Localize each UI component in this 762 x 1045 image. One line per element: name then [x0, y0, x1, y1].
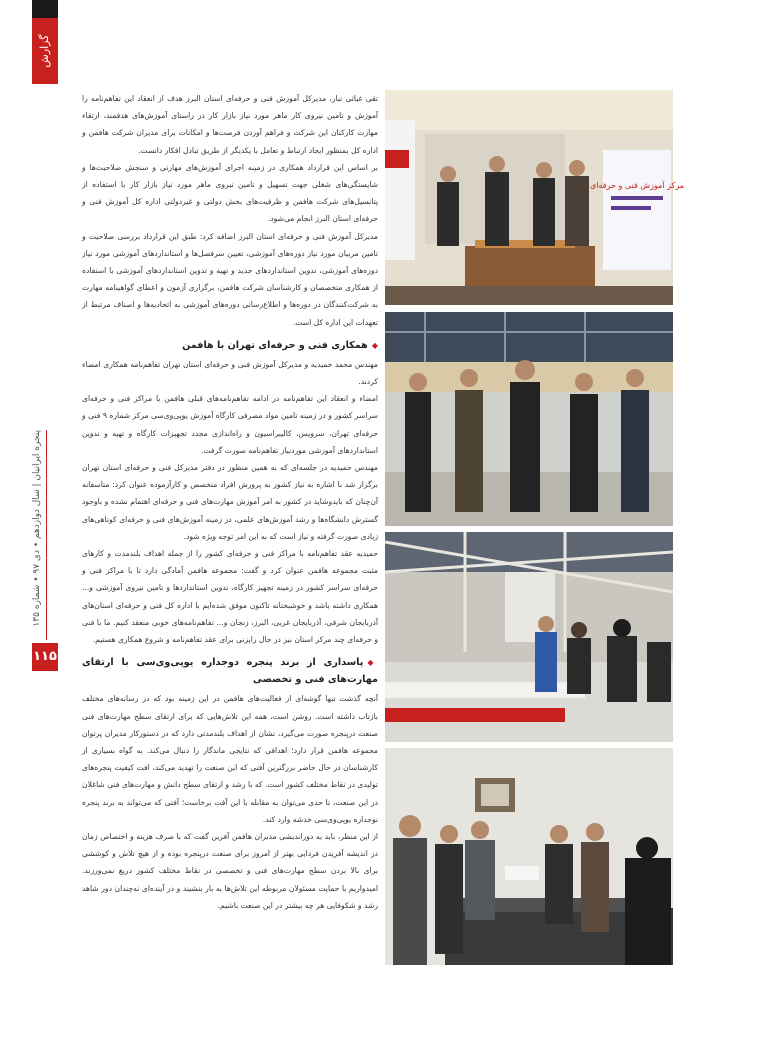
delegation-workshop-photo [385, 312, 673, 526]
heading-tehran [82, 337, 378, 354]
heading-tehran-text: همکاری فنی و حرفه‌ای تهران با هافمن [182, 339, 368, 351]
bullet-icon: ◆ [367, 658, 378, 668]
heading-brand-text: پاسداری از برند پنجره دوجداره یوپی‌وی‌سی با ارتقای مهارت‌های فنی و تخصصی [82, 657, 378, 686]
page-number: ۱۱۵ [32, 643, 58, 671]
magazine-info: پنجره ایرانیان | سال دوازدهم • دی ۹۷ • شماره ۱۳۵ [32, 430, 42, 627]
article-paragraph: حمیدیه عقد تفاهم‌نامه با مراکز فنی و حرفه‌ای کشور را از جمله اهداف بلندمدت و کارهای مثبت مجموعه هافمن عنوان کرد و گفت: مجموعه هافمن آمادگی دارد تا با مراکز فنی و حرفه‌ای سراسر کشور در زمینه تجهیز کارگاه، تدوین استانداردها و تامین نیروی آموزشی و... همکاری داشته باشد و خوشبختانه تاکنون موفق شده‌ایم با اداره کل فنی و حرفه‌ای استان‌های آذربایجان شرقی، آذربایجان غربی، البرز، زنجان و... تفاهم‌نامه‌های خوبی منعقد کنیم. ما با فنی و حرفه‌ای چند مرکز استان نیز در حال رایزنی برای عقد تفاهم‌نامه و شروع همکاری هستیم. [82, 549, 378, 645]
article-paragraph: آنچه گذشت تنها گوشه‌ای از فعالیت‌های هافمن در این زمینه بود که در رسانه‌های مختلف بازتاب داشته است. روشن است، همه این تلاش‌هایی که برای ارتقای سطح مهارت‌های فنی صنعت درپنجره صورت می‌گیرد، نشان از اهداف بلندمدتی دارد که در دستورکار مدیران پرتوان مجموعه هافمن قرار دارد؛ اهدافی که نتایجی ماندگار را دنبال می‌کند. به گواه بسیاری از کارشناسان در حال حاضر بزرگترین آفتی که این صنعت را تهدید می‌کند، افت کیفیت پنجره‌های تولیدی در نقاط مختلف کشور است. که با رشد و ارتقای سطح دانش و مهارت‌های فنی شاغلان در این صنعت، تا حدی می‌توان به مقابله با این آفت برخاست؛ آفتی که می‌تواند به برند پنجره نوجداره یوپی‌وی‌سی خدشه وارد کند. [82, 694, 378, 824]
article-paragraph: مدیرکل آموزش فنی و حرفه‌ای استان البرز اضافه کرد: طبق این قرارداد بررسی صلاحیت و تامین مربیان مورد نیاز دوره‌های آموزشی، تعیین سرفصل‌ها و استانداردهای آموزشی مورد نیاز دوره‌های آموزشی، تدوین استانداردهای جدید و تهیه و تدوین استانداردهای آموزشی با استفاده از همکاری متخصصان و کارشناسان شرکت هافمن، برگزاری آزمون و اعطای گواهینامه مهارت به شرکت‌کنندگان در دوره‌ها و اطلاع‌رسانی دوره‌های آموزشی به اتحادیه‌ها و اصناف مرتبط از تعهدات این اداره کل است. [82, 231, 378, 327]
article-paragraph: از این منظر، باید به دوراندیشی مدیران هافمن آفرین گفت که با صرف هزینه و اختصاص زمان در اندیشه آفریدن فردایی بهتر از امروز برای صنعت درپنجره بوده و از هیچ تلاش و کوششی برای بالا بردن سطح مهارت‌های فنی و تخصصی در نقاط مختلف کشور دریغ نمی‌ورزند. امیدواریم با حمایت مسئولان مربوطه این تلاش‌ها به بار بنشیند و در آینده‌ای نه‌چندان دور شاهد رشد و شکوفایی هر چه بیشتر در این صنعت باشیم. [82, 831, 378, 910]
photo-banner-text: مرکز آموزش فنی و حرفه‌ای [589, 181, 685, 190]
article-paragraph: امضاء و انعقاد این تفاهم‌نامه در ادامه تفاهم‌نامه‌های قبلی هافمن با مراکز فنی و حرفه‌ای سراسر کشور و در زمینه تامین مواد مصرفی کارگاه آموزش یوپی‌وی‌سی مرکز شماره ۹ فنی و حرفه‌ای تهران، سرویس، کالیبراسیون و راه‌اندازی مجدد تجهیزات کارگاه و تهیه و تدوین استانداردهای آموزشی موردنیاز تفاهم‌نامه صورت گرفت. [82, 394, 378, 455]
section-tab [32, 18, 58, 84]
bullet-icon: ◆ [371, 340, 378, 350]
article-paragraph: مهندس حمیدیه در جلسه‌ای که به همین منظور در دفتر مدیرکل فنی و حرفه‌ای استان تهران برگزار شد با اشاره به نیاز کشور به پرورش افراد متخصص و کارآزموده عنوان کرد: متاسفانه آن‌چنان که بایدوشاید در کشور به امر آموزش مهارت‌های فنی و حرفه‌ای اهتمام نشده و باوجود گسترش دانشگاه‌ها و رشد آموزش‌های علمی، در زمینه آموزش‌های فنی و حرفه‌ای کوتاهی‌های زیادی صورت گرفته و نیاز است که به این امر توجه ویژه شود. [82, 463, 378, 541]
article-text-column [82, 90, 378, 914]
signing-ceremony-photo [385, 90, 685, 305]
margin-divider [46, 430, 47, 640]
factory-visit-photo [385, 532, 673, 742]
article-paragraph: مهندس محمد حمیدیه و مدیرکل آموزش فنی و حرفه‌ای استان تهران تفاهم‌نامه همکاری امضاء کردند. [82, 359, 378, 387]
heading-brand [82, 654, 378, 688]
article-paragraph: بر اساس این قرارداد همکاری در زمینه اجرای آموزش‌های مهارتی و سنجش صلاحیت‌ها و شایستگی‌های شغلی جهت تسهیل و تامین نیروی ماهر مورد نیاز بازار کار با استفاده از پتانسیل‌های شرکت هافمن و ظرفیت‌های بخش دولتی و غیردولتی اداره کل آموزش فنی و حرفه‌ای استان البرز انجام می‌شود. [82, 162, 378, 224]
article-paragraph: تقی غیاثی تبار، مدیرکل آموزش فنی و حرفه‌ای استان البرز هدف از انعقاد این تفاهم‌نامه را آموزش و تامین نیروی کار ماهر مورد نیاز بازار کار در راستای آموزش‌های هدفمند، ارتقاء مهارت کارکنان این شرکت و فراهم آوردن فرصت‌ها و امکانات برای مدیران شرکت هافمن و اداره کل بمنظور ایجاد ارتباط و تعامل با یکدیگر از طریق تبادل افکار دانست. [82, 94, 378, 155]
office-meeting-photo [385, 748, 673, 965]
section-label: گزارش [38, 34, 51, 68]
top-black-bar [32, 0, 58, 18]
